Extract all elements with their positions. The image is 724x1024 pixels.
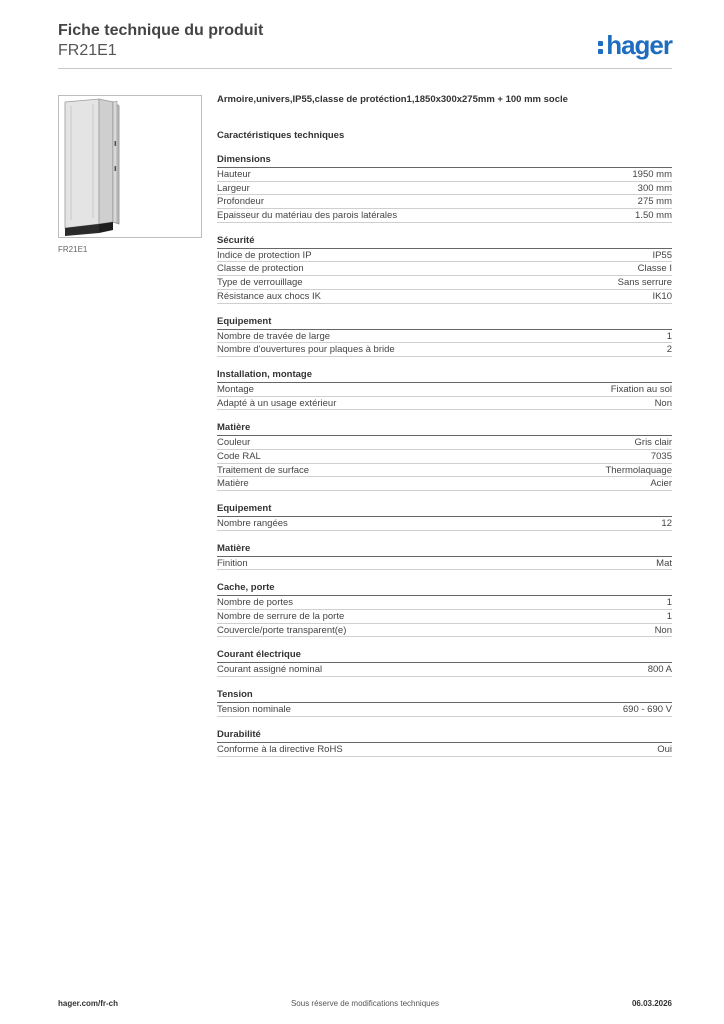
spec-value: Gris clair: [634, 437, 672, 449]
spec-value: 1: [666, 611, 672, 623]
section-title: Cache, porte: [217, 582, 672, 596]
spec-value: IK10: [652, 290, 672, 302]
spec-label: Couvercle/porte transparent(e): [217, 624, 347, 636]
spec-row: [217, 383, 672, 397]
spec-value: IP55: [652, 249, 672, 261]
spec-row: [217, 182, 672, 196]
spec-label: Adapté à un usage extérieur: [217, 397, 337, 409]
spec-label: Couleur: [217, 437, 251, 449]
spec-row: [217, 290, 672, 304]
spec-value: 1: [666, 597, 672, 609]
spec-row: [217, 330, 672, 344]
section-title: Matière: [217, 422, 672, 436]
logo-dots-icon: [598, 38, 604, 56]
spec-value: Fixation au sol: [610, 383, 672, 395]
spec-row: [217, 249, 672, 263]
spec-section: [217, 503, 672, 531]
section-title: Durabilité: [217, 729, 672, 743]
spec-label: Epaisseur du matériau des parois latérales: [217, 210, 398, 222]
spec-value: 690 - 690 V: [622, 704, 672, 716]
spec-row: [217, 397, 672, 411]
page-title: Fiche technique du produit: [58, 22, 264, 39]
spec-value: Sans serrure: [617, 277, 672, 289]
spec-value: Classe I: [637, 263, 672, 275]
spec-row: [217, 596, 672, 610]
spec-value: Non: [654, 624, 672, 636]
spec-section: [217, 235, 672, 304]
image-caption: FR21E1: [58, 245, 88, 254]
spec-label: Conforme à la directive RoHS: [217, 743, 343, 755]
spec-label: Profondeur: [217, 196, 265, 208]
spec-section: [217, 422, 672, 491]
hager-logo: [598, 30, 672, 61]
section-title: Matière: [217, 543, 672, 557]
page-header: [58, 20, 672, 70]
spec-section: [217, 316, 672, 357]
spec-section: [217, 154, 672, 223]
product-details: [217, 94, 672, 757]
section-title: Dimensions: [217, 154, 672, 168]
spec-row: [217, 209, 672, 223]
spec-label: Largeur: [217, 182, 250, 194]
spec-row: [217, 464, 672, 478]
spec-row: [217, 276, 672, 290]
spec-label: Résistance aux chocs IK: [217, 290, 322, 302]
spec-label: Hauteur: [217, 169, 251, 180]
spec-row: [217, 343, 672, 357]
spec-row: [217, 477, 672, 491]
spec-value: 1950 mm: [632, 169, 672, 180]
spec-value: 1: [666, 330, 672, 342]
spec-row: [217, 195, 672, 209]
spec-value: 800 A: [647, 664, 672, 676]
section-title: Equipement: [217, 316, 672, 330]
spec-row: [217, 168, 672, 182]
spec-label: Indice de protection IP: [217, 249, 312, 261]
section-title: Installation, montage: [217, 369, 672, 383]
header-divider: [58, 68, 672, 69]
spec-label: Nombre de portes: [217, 597, 294, 609]
cabinet-illustration: [59, 96, 201, 237]
spec-row: [217, 262, 672, 276]
spec-label: Finition: [217, 557, 248, 569]
spec-label: Tension nominale: [217, 704, 291, 716]
spec-label: Type de verrouillage: [217, 277, 303, 289]
spec-sections: [217, 154, 672, 757]
spec-row: [217, 663, 672, 677]
section-title: Tension: [217, 689, 672, 703]
footer-notice: Sous réserve de modifications techniques: [290, 999, 440, 1008]
product-reference: FR21E1: [58, 42, 117, 59]
spec-value: 7035: [650, 450, 672, 462]
spec-value: Non: [654, 397, 672, 409]
spec-label: Nombre d'ouvertures pour plaques à bride: [217, 344, 395, 356]
spec-value: 300 mm: [637, 182, 672, 194]
spec-label: Montage: [217, 383, 254, 395]
spec-value: 275 mm: [637, 196, 672, 208]
section-title: Sécurité: [217, 235, 672, 249]
spec-value: 1.50 mm: [635, 210, 672, 222]
spec-label: Code RAL: [217, 450, 261, 462]
spec-section: [217, 649, 672, 677]
footer-website-link[interactable]: hager.com/fr-ch: [58, 999, 119, 1008]
section-title: Courant électrique: [217, 649, 672, 663]
section-title: Equipement: [217, 503, 672, 517]
spec-value: Mat: [656, 557, 672, 569]
product-description: Armoire,univers,IP55,classe de protéction1,1850x300x275mm + 100 mm socle: [217, 94, 568, 105]
spec-value: Acier: [650, 478, 672, 490]
logo-text: hager: [606, 30, 672, 60]
spec-row: [217, 624, 672, 638]
spec-row: [217, 517, 672, 531]
spec-label: Courant assigné nominal: [217, 664, 323, 676]
spec-row: [217, 450, 672, 464]
spec-label: Classe de protection: [217, 263, 304, 275]
spec-label: Traitement de surface: [217, 464, 310, 476]
product-image: [58, 95, 202, 238]
spec-section: [217, 729, 672, 757]
spec-row: [217, 610, 672, 624]
spec-section: [217, 369, 672, 410]
spec-row: [217, 703, 672, 717]
spec-row: [217, 436, 672, 450]
spec-value: Thermolaquage: [605, 464, 672, 476]
spec-label: Matière: [217, 478, 249, 490]
spec-value: 2: [666, 344, 672, 356]
spec-value: 12: [661, 518, 672, 529]
spec-row: [217, 557, 672, 571]
spec-row: [217, 743, 672, 757]
characteristics-heading: Caractéristiques techniques: [217, 130, 345, 141]
spec-label: Nombre de serrure de la porte: [217, 611, 345, 623]
spec-label: Nombre rangées: [217, 518, 288, 529]
spec-label: Nombre de travée de large: [217, 330, 331, 342]
footer-date: 06.03.2026: [631, 999, 672, 1008]
spec-section: [217, 582, 672, 637]
spec-section: [217, 543, 672, 571]
spec-section: [217, 689, 672, 717]
spec-value: Oui: [657, 743, 672, 755]
